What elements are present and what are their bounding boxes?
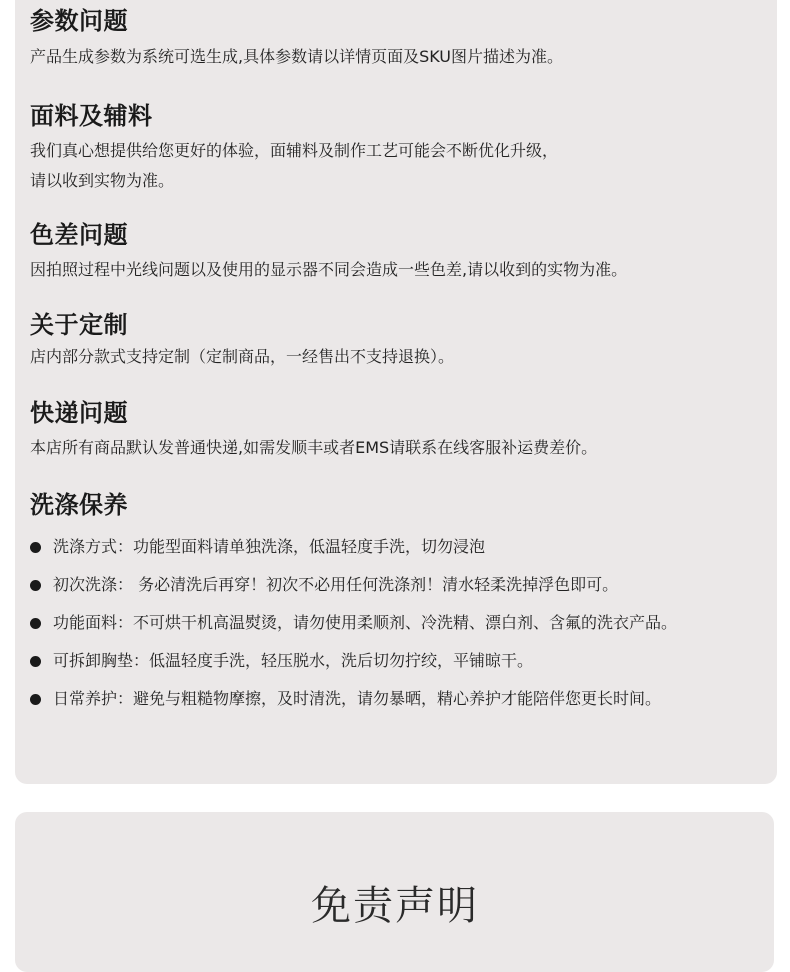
- section-text-shipping: 本店所有商品默认发普通快递,如需发顺丰或者EMS请联系在线客服补运费差价。: [30, 438, 598, 457]
- section-text-custom: 店内部分款式支持定制（定制商品，一经售出不支持退换）。: [30, 347, 455, 366]
- care-item-text: 可拆卸胸垫：低温轻度手洗，轻压脱水，洗后切勿拧绞，平铺晾干。: [53, 651, 534, 670]
- section-text-fabric-1: 我们真心想提供给您更好的体验，面辅料及制作工艺可能会不断优化升级，: [30, 141, 559, 160]
- care-item-text: 洗涤方式：功能型面料请单独洗涤，低温轻度手洗，切勿浸泡: [53, 537, 486, 556]
- section-title-fabric: 面料及辅料: [30, 102, 153, 130]
- list-item: [30, 532, 485, 562]
- list-item: [30, 646, 533, 676]
- section-text-fabric-2: 请以收到实物为准。: [30, 171, 175, 190]
- care-item-text: 日常养护：避免与粗糙物摩擦，及时清洗，请勿暴晒，精心养护才能陪伴您更长时间。: [53, 689, 662, 708]
- section-title-shipping: 快递问题: [30, 399, 128, 427]
- section-title-custom: 关于定制: [30, 311, 128, 339]
- bullet-icon: [30, 618, 41, 629]
- section-title-care: 洗涤保养: [30, 491, 128, 519]
- section-title-params: 参数问题: [30, 7, 128, 35]
- section-text-color: 因拍照过程中光线问题以及使用的显示器不同会造成一些色差,请以收到的实物为准。: [30, 260, 628, 279]
- disclaimer-title: 免责声明: [311, 883, 479, 929]
- list-item: [30, 608, 677, 638]
- care-item-text: 初次洗涤： 务必清洗后再穿！初次不必用任何洗涤剂！清水轻柔洗掉浮色即可。: [53, 575, 619, 594]
- bullet-icon: [30, 542, 41, 553]
- bullet-icon: [30, 580, 41, 591]
- care-item-text: 功能面料：不可烘干机高温熨烫，请勿使用柔顺剂、冷洗精、漂白剂、含氟的洗衣产品。: [53, 613, 678, 632]
- list-item: [30, 570, 618, 600]
- section-title-color: 色差问题: [30, 221, 128, 249]
- bullet-icon: [30, 694, 41, 705]
- bullet-icon: [30, 656, 41, 667]
- section-text-params: 产品生成参数为系统可选生成,具体参数请以详情页面及SKU图片描述为准。: [30, 47, 564, 66]
- list-item: [30, 684, 661, 714]
